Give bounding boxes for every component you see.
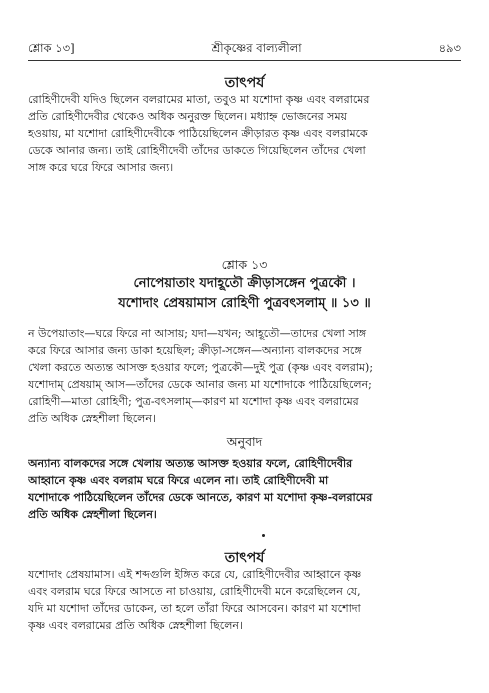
verse-line: যশোদাং প্রেষয়ামাস রোহিণী পুত্রবৎসলাম্ ॥ ১৩ ॥ [118,296,371,311]
purport-line: এবং বলরাম ঘরে ফিরে আসতে না চাওয়ায়, রোহিণীদেবী মনে করেছিলেন যে, [28,585,361,598]
running-header [28,40,461,59]
purport-heading: তাৎপর্য [224,75,265,91]
header-chapter-title: শ্রীকৃষ্ণের বাল্যলীলা [211,41,302,55]
synonyms-line: প্রতি অধিক স্নেহশীলা ছিলেন। [28,412,156,425]
purport-line: রোহিণীদেবী যদিও ছিলেন বলরামের মাতা, তবুও মা যশোদা কৃষ্ণ এবং বলরামের [28,93,370,106]
synonyms-line: ন উপেয়াতাং—ঘরে ফিরে না আসায়; যদা—যখন; আহূতৌ—তাদের খেলা সাঙ্গ [28,327,367,340]
translation-heading: অনুবাদ [226,434,263,449]
page-number: ৪৯৩ [438,41,461,55]
purport-paragraph-2 [28,566,461,634]
synonyms-paragraph [28,325,461,427]
purport-line: প্রতি রোহিণীদেবীর থেকেও অধিক অনুরক্ত ছিলেন। মধ্যাহ্ন ভোজনের সময় [28,110,348,123]
translation-line: আহ্বানে কৃষ্ণ এবং বলরাম ঘরে ফিরে এলেন না। তাই রোহিণীদেবী মা [28,474,329,487]
header-rule [28,60,461,61]
verse-line: নোপেয়াতাং যদাহূতৌ ক্রীড়াসঙ্গেন পুত্রকৌ । [133,276,356,291]
synonyms-line: খেলা করতে অত্যন্ত আসক্ত হওয়ার ফলে; পুত্রকৌ—দুই পুত্র (কৃষ্ণ এবং বলরাম); [28,361,374,374]
verse-number: শ্লোক ১৩ [221,257,268,272]
synonyms-line: যশোদাম্ প্রেষয়াম্ আস—তাঁদের ডেকে আনার জন্য মা যশোদাকে পাঠিয়েছিলেন; [28,378,372,391]
purport-line: হওয়ায়, মা যশোদা রোহিণীদেবীকে পাঠিয়েছিলেন ক্রীড়ারত কৃষ্ণ এবং বলরামকে [28,127,368,140]
separator-dot [262,534,265,537]
synonyms-line: করে ফিরে আসার জন্য ডাকা হয়েছিল; ক্রীড়া-সঙ্গেন—অন্যান্য বালকদের সঙ্গে [28,344,362,357]
translation-paragraph [28,455,461,523]
purport-line: যদি মা যশোদা তাঁদের ডাকেন, তা হলে তাঁরা ফিরে আসবেন। কারণ মা যশোদা [28,602,361,615]
verse-text [0,274,489,314]
purport-heading-2: তাৎপর্য [224,550,265,566]
header-verse-ref: শ্লোক ১৩] [28,41,75,55]
purport-line: ডেকে আনার জন্য। তাই রোহিণীদেবী তাঁদের ডাকতে গিয়েছিলেন তাঁদের খেলা [28,144,366,157]
purport-line: কৃষ্ণ এবং বলরামের প্রতি অধিক স্নেহশীলা ছিলেন। [28,619,243,632]
synonyms-line: রোহিণী—মাতা রোহিণী; পুত্র-বৎসলাম্—কারণ মা যশোদা কৃষ্ণ এবং বলরামের [28,395,359,408]
translation-line: যশোদাকে পাঠিয়েছিলেন তাঁদের ডেকে আনতে, কারণ মা যশোদা কৃষ্ণ-বলরামের [28,491,373,504]
purport-line: যশোদাং প্রেষয়ামাস। এই শব্দগুলি ইঙ্গিত করে যে, রোহিণীদেবীর আহ্বানে কৃষ্ণ [28,568,362,581]
translation-line: অন্যান্য বালকদের সঙ্গে খেলায় অত্যন্ত আসক্ত হওয়ার ফলে, রোহিণীদেবীর [28,457,353,470]
purport-paragraph [28,91,461,176]
translation-line: প্রতি অধিক স্নেহশীলা ছিলেন। [28,508,157,521]
purport-line: সাঙ্গ করে ঘরে ফিরে আসার জন্য। [28,161,174,174]
